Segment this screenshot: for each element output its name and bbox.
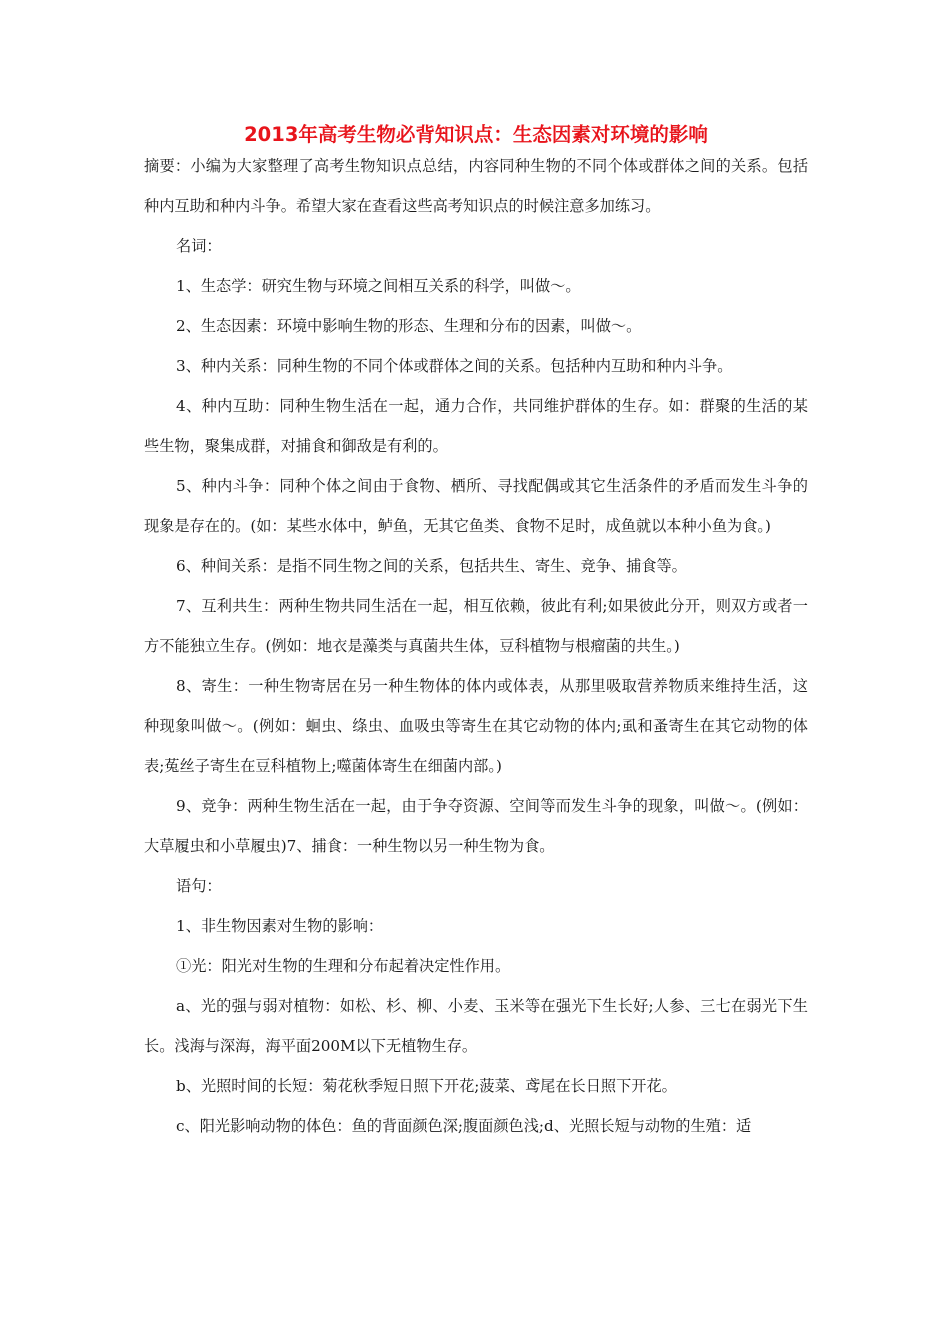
summary-paragraph: 摘要：小编为大家整理了高考生物知识点总结，内容同种生物的不同个体或群体之间的关系。包括种内互助和种内斗争。希望大家在查看这些高考知识点的时候注意多加练习。 (144, 157, 808, 215)
body-paragraph: 语句： (176, 877, 222, 895)
body-paragraph: 8、寄生：一种生物寄居在另一种生物体的体内或体表，从那里吸取营养物质来维持生活，这种现象叫做～。(例如：蛔虫、绦虫、血吸虫等寄生在其它动物的体内;虱和蚤寄生在其它动物的体表;菟丝子寄生在豆科植物上;噬菌体寄生在细菌内部。) (144, 677, 808, 775)
body-paragraph: c、阳光影响动物的体色：鱼的背面颜色深;腹面颜色浅;d、光照长短与动物的生殖：适 (176, 1117, 752, 1135)
body-paragraph: 5、种内斗争：同种个体之间由于食物、栖所、寻找配偶或其它生活条件的矛盾而发生斗争的现象是存在的。(如：某些水体中，鲈鱼，无其它鱼类、食物不足时，成鱼就以本种小鱼为食。) (144, 477, 808, 535)
body-paragraph: 1、生态学：研究生物与环境之间相互关系的科学，叫做～。 (176, 277, 581, 295)
body-paragraph: 7、互利共生：两种生物共同生活在一起，相互依赖，彼此有利;如果彼此分开，则双方或者一方不能独立生存。(例如：地衣是藻类与真菌共生体，豆科植物与根瘤菌的共生。) (144, 597, 808, 655)
document-title: 2013年高考生物必背知识点：生态因素对环境的影响 (244, 123, 708, 146)
body-paragraph: 9、竞争：两种生物生活在一起，由于争夺资源、空间等而发生斗争的现象，叫做～。(例如：大草履虫和小草履虫)7、捕食：一种生物以另一种生物为食。 (144, 797, 808, 855)
body-paragraph: b、光照时间的长短：菊花秋季短日照下开花;菠菜、鸢尾在长日照下开花。 (176, 1077, 677, 1095)
body-paragraph: 2、生态因素：环境中影响生物的形态、生理和分布的因素，叫做～。 (176, 317, 642, 335)
body-paragraph: a、光的强与弱对植物：如松、杉、柳、小麦、玉米等在强光下生长好;人参、三七在弱光下生长。浅海与深海，海平面200M以下无植物生存。 (144, 997, 808, 1055)
body-paragraph: 名词： (176, 237, 222, 255)
document-page (144, 118, 808, 1146)
body-paragraph: 1、非生物因素对生物的影响： (176, 917, 384, 935)
body-paragraph: 6、种间关系：是指不同生物之间的关系，包括共生、寄生、竞争、捕食等。 (176, 557, 687, 575)
body-paragraph: 4、种内互助：同种生物生活在一起，通力合作，共同维护群体的生存。如：群聚的生活的某些生物，聚集成群，对捕食和御敌是有利的。 (144, 397, 808, 455)
body-paragraph: ①光：阳光对生物的生理和分布起着决定性作用。 (176, 957, 511, 975)
body-paragraph: 3、种内关系：同种生物的不同个体或群体之间的关系。包括种内互助和种内斗争。 (176, 357, 733, 375)
